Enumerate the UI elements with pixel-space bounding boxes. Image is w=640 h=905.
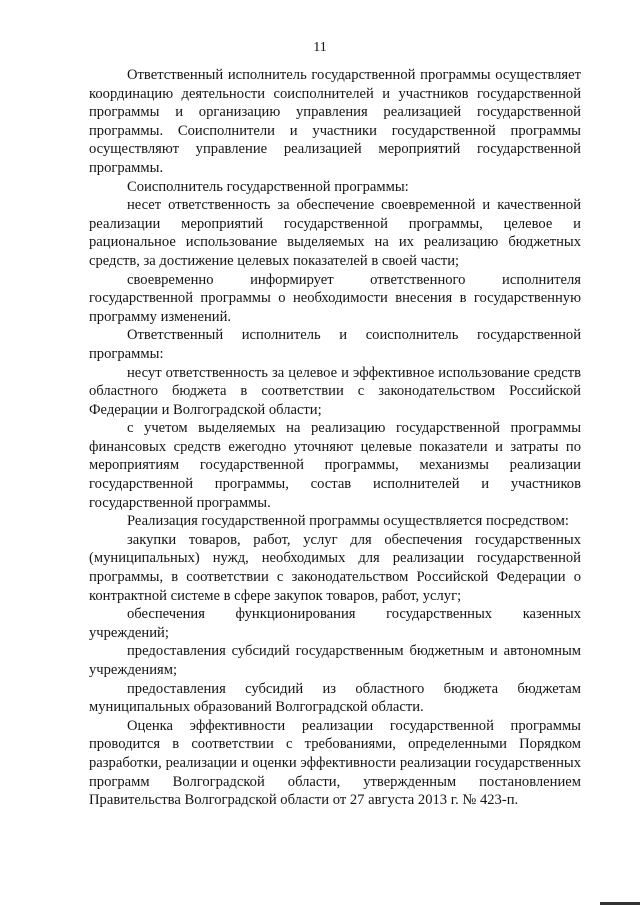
paragraph-implementation-state-institutions: обеспечения функционирования государственных казенных учреждений; bbox=[89, 606, 581, 641]
paragraph-joint-annual-adjustment: с учетом выделяемых на реализацию государственной программы финансовых средств ежегодно уточняют целевые показатели и затраты по мероприятиям государственной программы, механизмы реализации государственной программы, состав исполнителей и участников государственной программы. bbox=[89, 420, 581, 511]
document-body bbox=[89, 66, 581, 810]
paragraph-joint-heading: Ответственный исполнитель и соисполнитель государственной программы: bbox=[89, 327, 581, 362]
paragraph-implementation-procurement: закупки товаров, работ, услуг для обеспечения государственных (муниципальных) нужд, необходимых для реализации государственной программы, в соответствии с законодательством Российской Федерации о контрактной системе в сфере закупок товаров, работ, услуг; bbox=[89, 531, 581, 604]
page-number: 11 bbox=[313, 40, 327, 55]
paragraph-responsible-executor-coordination: Ответственный исполнитель государственной программы осуществляет координацию деятельности соисполнителей и участников государственной программы и организацию управления реализацией государственной программы. Соисполнители и участники государственной программы осуществляют управление реализацией мероприятий государственной программы. bbox=[89, 67, 581, 176]
paragraph-co-executor-informs: своевременно информирует ответственного исполнителя государственной программы о необходимости внесения в государственную программу изменений. bbox=[89, 271, 581, 325]
paragraph-implementation-heading: Реализация государственной программы осуществляется посредством: bbox=[127, 513, 569, 530]
paragraph-implementation-subsidies-institutions: предоставления субсидий государственным бюджетным и автономным учреждениям; bbox=[89, 643, 581, 678]
paragraph-implementation-subsidies-municipal: предоставления субсидий из областного бюджета бюджетам муниципальных образований Волгоградской области. bbox=[89, 680, 581, 716]
paragraph-efficiency-evaluation: Оценка эффективности реализации государственной программы проводится в соответствии с требованиями, определенными Порядком разработки, реализации и оценки эффективности реализации государственных программ Волгоградской области, утвержденным постановлением Правительства Волгоградской области от 27 августа 2013 г. № 423-п. bbox=[89, 717, 581, 809]
paragraph-joint-budget-responsibility: несут ответственность за целевое и эффективное использование средств областного бюджета в соответствии с законодательством Российской Федерации и Волгоградской области; bbox=[89, 364, 581, 418]
paragraph-co-executor-responsibility: несет ответственность за обеспечение своевременной и качественной реализации мероприятий государственной программы, целевое и рациональное использование выделяемых на их реализацию бюджетных средств, за достижение целевых показателей в своей части; bbox=[89, 197, 581, 269]
paragraph-co-executor-heading: Соисполнитель государственной программы: bbox=[127, 178, 409, 195]
